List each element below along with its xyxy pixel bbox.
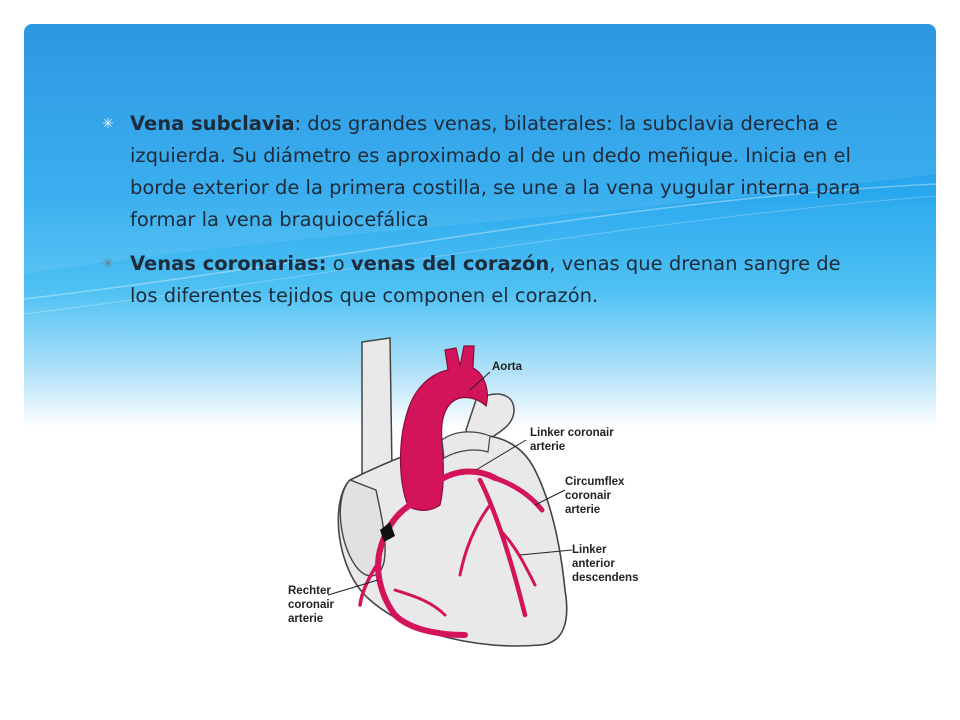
bullet-connector: o <box>326 252 351 275</box>
label-lad-3: descendens <box>572 572 639 584</box>
label-rca-1: Rechter <box>288 585 331 597</box>
label-lca-1: Linker coronair <box>530 427 614 439</box>
bullet-term-2: venas del corazón <box>350 252 550 275</box>
superior-vena-cava <box>362 338 392 480</box>
heart-diagram <box>280 330 660 660</box>
bullet-term: Vena subclavia <box>130 112 295 135</box>
label-lad-2: anterior <box>572 558 615 570</box>
bullet-vena-subclavia <box>100 108 870 236</box>
bullet-text: , venas que drenan sangre de los diferentes tejidos que componen el corazón. <box>130 252 841 307</box>
label-circ-2: coronair <box>565 490 612 502</box>
label-circ-3: arterie <box>565 504 601 516</box>
asterisk-icon: ✳ <box>102 116 114 132</box>
label-rca-2: coronair <box>288 599 335 611</box>
label-aorta: Aorta <box>492 361 523 373</box>
label-lca-2: arterie <box>530 441 566 453</box>
bullet-text: : dos grandes venas, bilaterales: la subclavia derecha e izquierda. Su diámetro es aproximado al de un dedo meñique. Inicia en el borde exterior de la primera costilla, se une a la vena yugular interna para formar la vena braquiocefálica <box>130 112 861 231</box>
asterisk-icon: ✳ <box>102 256 114 272</box>
label-circ-1: Circumflex <box>565 476 625 488</box>
bullet-list <box>100 108 870 324</box>
bullet-term: Venas coronarias: <box>130 252 327 275</box>
bullet-venas-coronarias <box>100 248 870 312</box>
label-lad-1: Linker <box>572 544 607 556</box>
label-rca-3: arterie <box>288 613 324 625</box>
